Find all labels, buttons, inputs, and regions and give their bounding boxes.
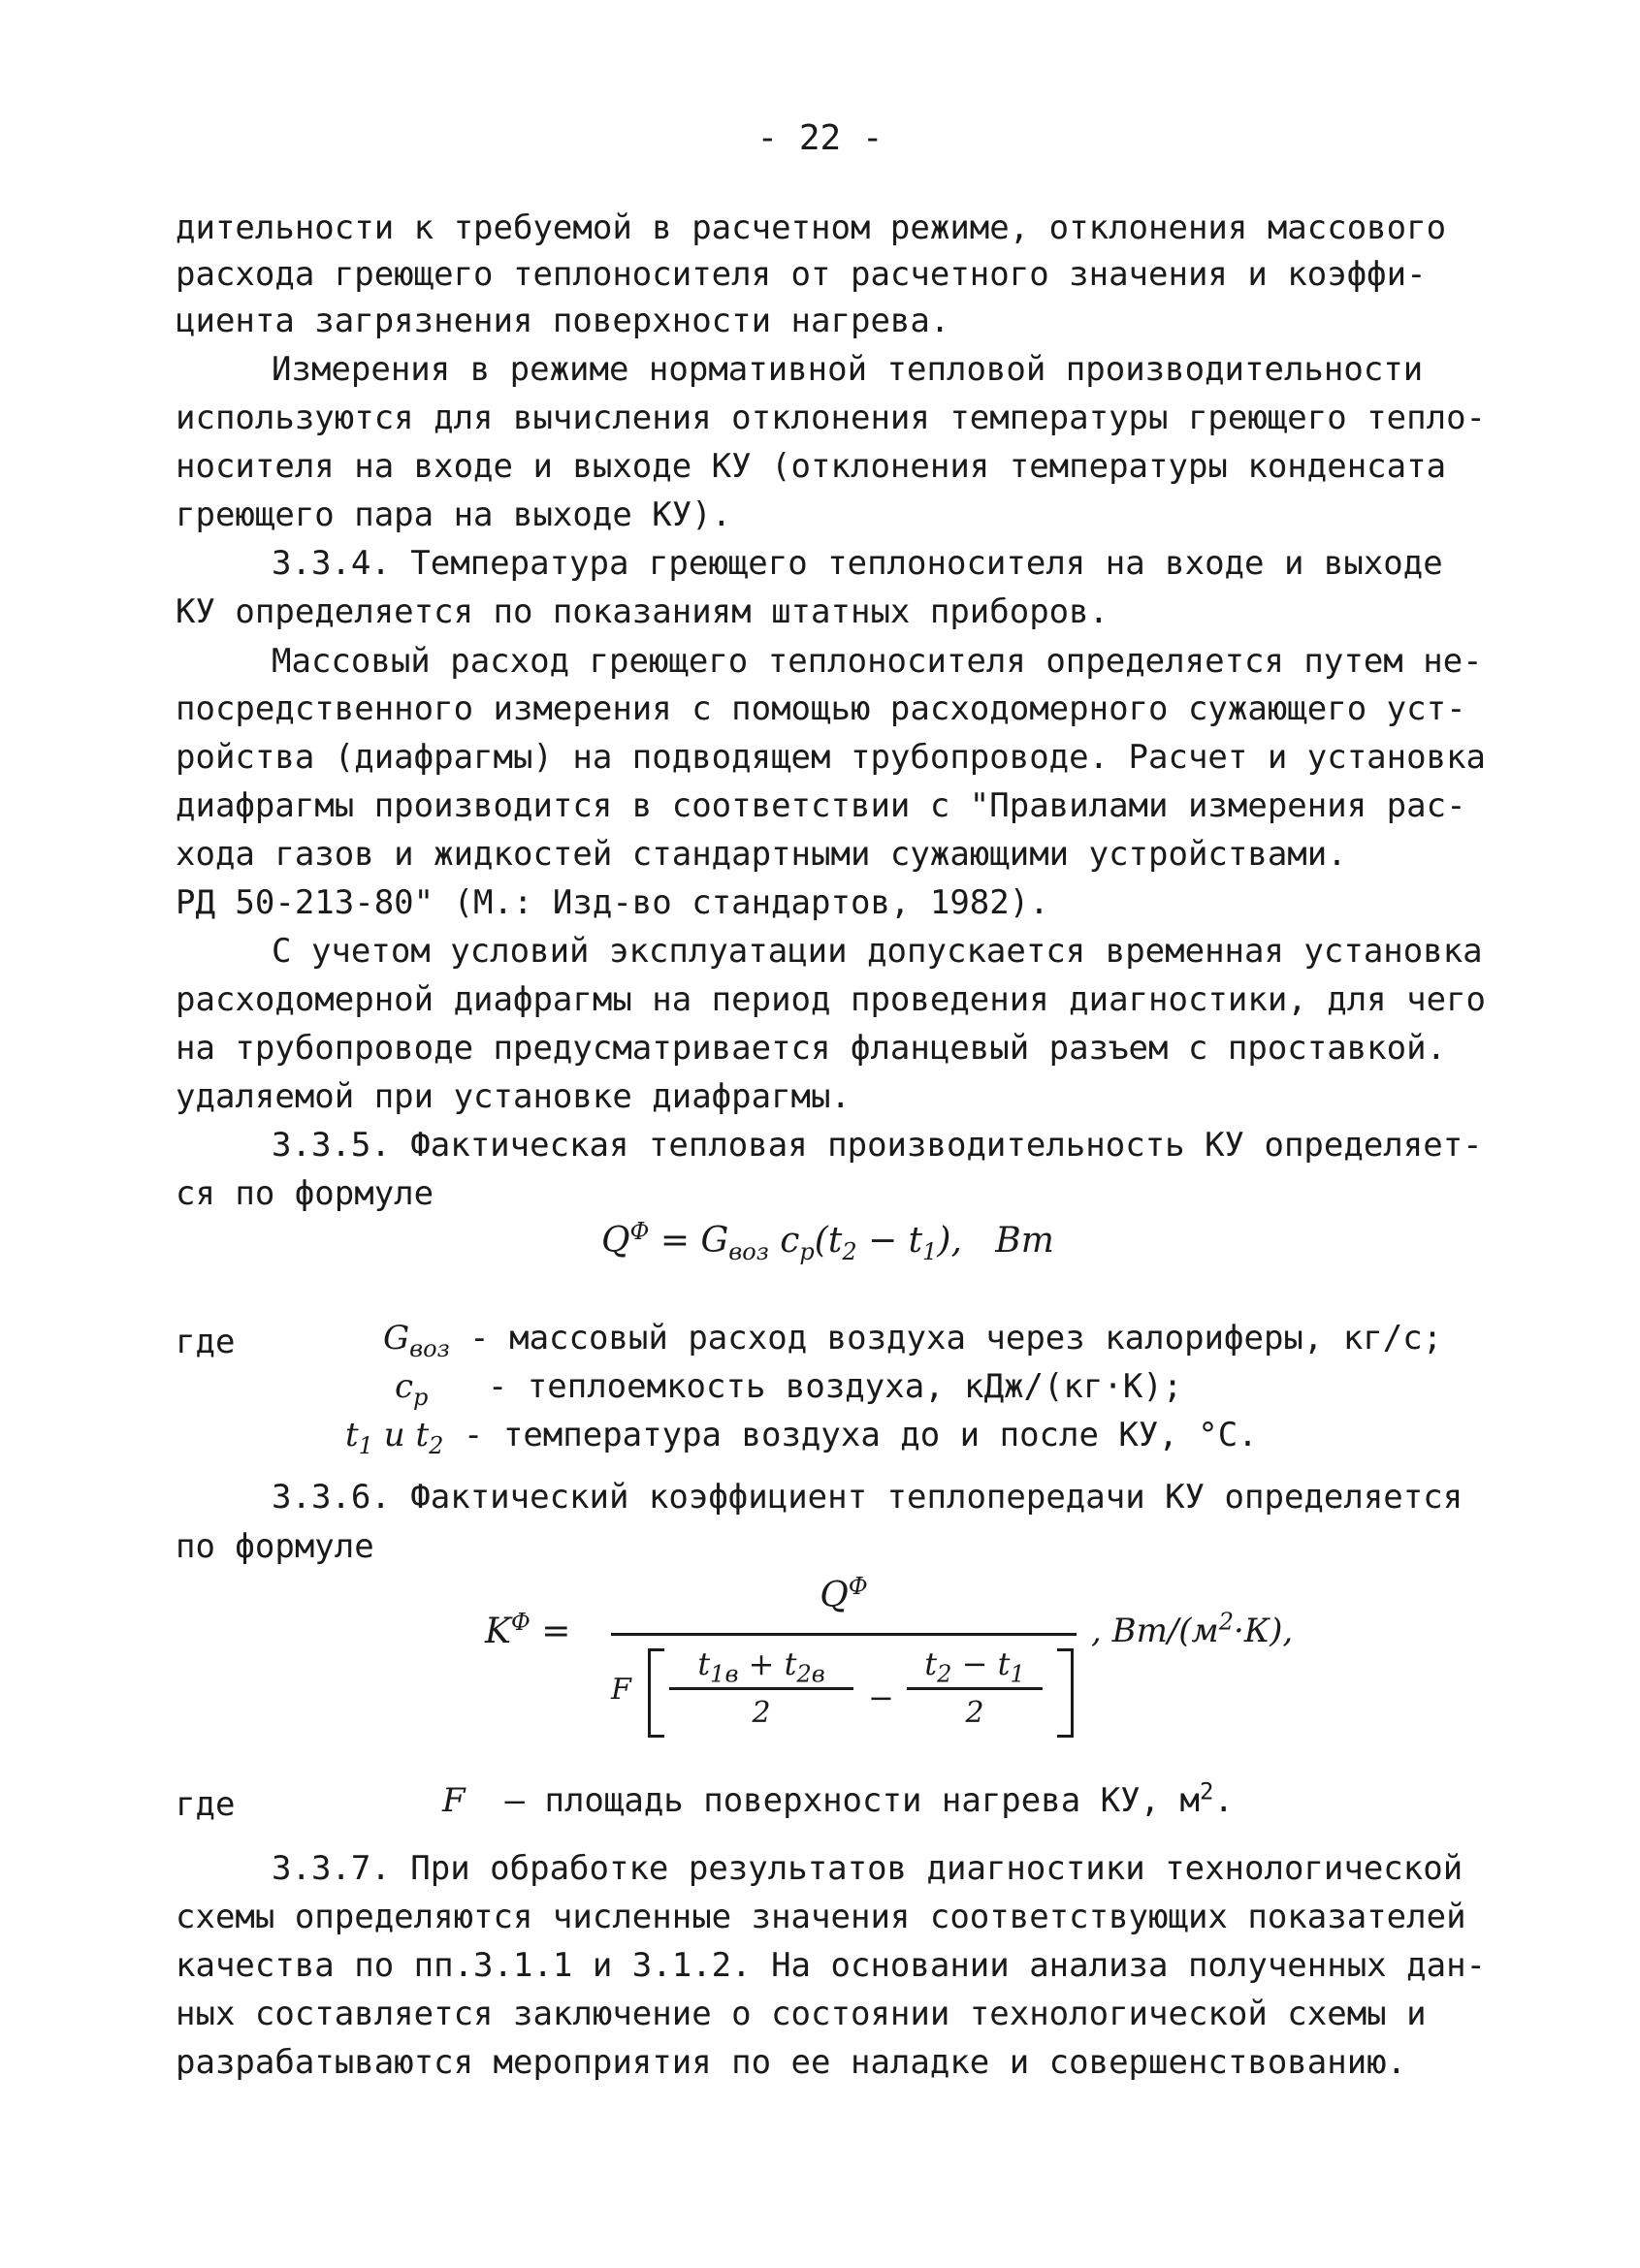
text-line: 3.3.5. Фактическая тепловая производительность КУ определяет- <box>272 1126 1483 1165</box>
text-line: разрабатываются мероприятия по ее наладке и совершенствованию. <box>176 2043 1407 2082</box>
formula-k-minus: − <box>868 1679 894 1716</box>
text-line: расхода греющего теплоносителя от расчетного значения и коэффи- <box>176 255 1427 294</box>
inner-fraction-bar-b <box>907 1687 1043 1690</box>
bracket-right <box>1057 1648 1074 1738</box>
text-line: дительности к требуемой в расчетном режиме, отклонения массового <box>176 208 1447 247</box>
text-line: расходомерной диафрагмы на период проведения диагностики, для чего <box>176 980 1487 1019</box>
text-line: С учетом условий эксплуатации допускается временная установка <box>272 932 1483 971</box>
text-line: КУ определяется по показаниям штатных приборов. <box>176 592 1109 631</box>
formula-k-two-a: 2 <box>752 1696 771 1730</box>
text-line: ных составляется заключение о состоянии технологической схемы и <box>176 1995 1427 2033</box>
formula-k-lhs: $K^Ф$ = <box>485 1609 571 1651</box>
text-line: 3.3.4. Температура греющего теплоносителя на входе и выходе <box>272 544 1443 583</box>
text-line: удаляемой при установке диафрагмы. <box>176 1077 851 1116</box>
page-number: - 22 - <box>756 118 884 158</box>
text-line: ройства (диафрагмы) на подводящем трубопроводе. Расчет и установка <box>176 738 1487 777</box>
formula-k-f: F <box>611 1673 631 1707</box>
formula-k-two-b: 2 <box>965 1696 984 1730</box>
where-item-t: $t_1$ и $t_2$ - температура воздуха до и после КУ, °С. <box>345 1416 1258 1459</box>
text-line: используются для вычисления отклонения температуры греющего тепло- <box>176 399 1487 437</box>
text-line: 3.3.6. Фактический коэффициент теплопередачи КУ определяется <box>272 1478 1463 1517</box>
text-line: схемы определяются численные значения соответствующих показателей <box>176 1898 1466 1936</box>
where-item-cp: $c_p$ - теплоемкость воздуха, кДж/(кг·К); <box>395 1367 1183 1411</box>
bracket-left <box>648 1648 664 1738</box>
text-line: Массовый расход греющего теплоносителя определяется путем не- <box>272 642 1483 681</box>
formula-heat-output: $Q^Ф = G_{воз}$ $c_p(t_2 - t_1)$, Вт <box>601 1218 1054 1266</box>
where-item-g: $G_{воз}$ - массовый расход воздуха через калориферы, кг/с; <box>383 1319 1443 1362</box>
text-line: качества по пп.3.1.1 и 3.1.2. На основании анализа полученных дан- <box>176 1946 1487 1985</box>
text-line: диафрагмы производится в соответствии с "Правилами измерения рас- <box>176 786 1466 825</box>
text-line: циента загрязнения поверхности нагрева. <box>176 302 950 340</box>
fraction-bar <box>611 1633 1077 1636</box>
where-item-f: F – площадь поверхности нагрева КУ, $м^2$. <box>442 1777 1234 1820</box>
where-label: где <box>176 1323 236 1361</box>
formula-k-sum: $t_{1в} + t_{2в}$ <box>697 1645 825 1688</box>
where-label: где <box>176 1785 236 1824</box>
text-line: 3.3.7. При обработке результатов диагностики технологической <box>272 1849 1463 1888</box>
text-line: по формуле <box>176 1527 374 1566</box>
text-line: ся по формуле <box>176 1174 434 1213</box>
text-line: на трубопроводе предусматривается фланцевый разъем с проставкой. <box>176 1029 1447 1068</box>
inner-fraction-bar-a <box>669 1687 853 1690</box>
text-line: греющего пара на выходе КУ). <box>176 495 732 534</box>
text-line: РД 50-213-80" (М.: Изд-во стандартов, 1982). <box>176 883 1049 922</box>
text-line: посредственного измерения с помощью расходомерного сужающего уст- <box>176 689 1466 728</box>
formula-k-numerator: $Q^Ф$ <box>820 1573 868 1615</box>
formula-k-unit: , $Вт/(м^2\cdot К)$, <box>1091 1608 1294 1650</box>
text-line: носителя на входе и выходе КУ (отклонения температуры конденсата <box>176 447 1447 486</box>
text-line: Измерения в режиме нормативной тепловой производительности <box>272 350 1424 389</box>
formula-k-diff: $t_2 - t_1$ <box>924 1645 1025 1688</box>
text-line: хода газов и жидкостей стандартными сужающими устройствами. <box>176 835 1347 874</box>
